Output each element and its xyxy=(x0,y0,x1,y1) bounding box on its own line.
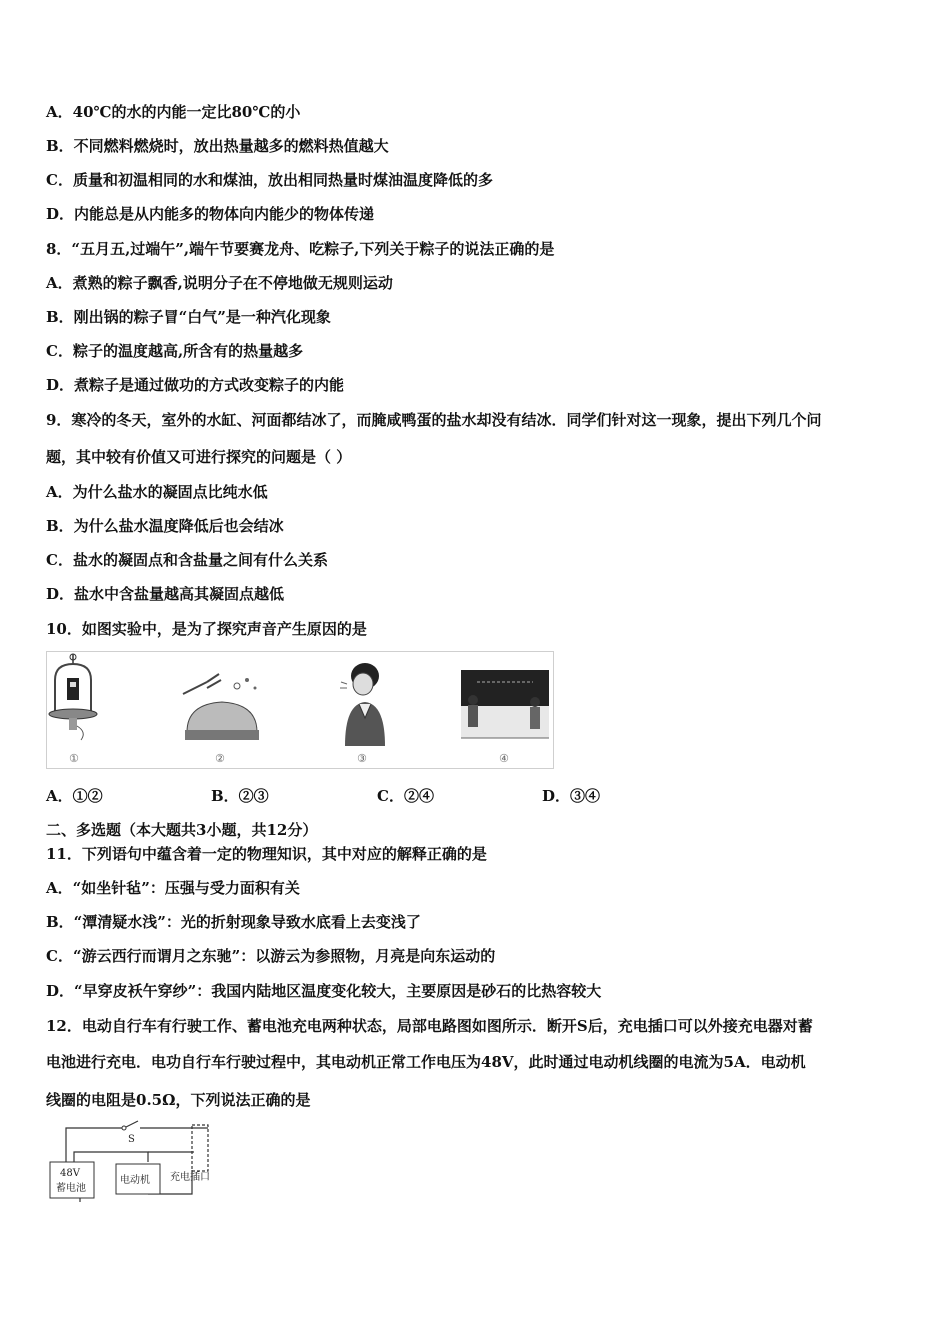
q9-stem-line2: 题，其中较有价值又可进行探究的问题是（ ） xyxy=(46,448,352,466)
classroom-figure xyxy=(461,670,549,738)
q12-stem-line2: 电池进行充电．电功自行车行驶过程中，其电动机正常工作电压为48V，此时通过电动机线圈的电流为5A．电动机 xyxy=(46,1053,806,1071)
tuning-fork-figure xyxy=(183,674,259,740)
section-heading-multiple-choice: 二、多选题（本大题共3小题，共12分） xyxy=(46,821,318,839)
q10-figure xyxy=(46,651,554,769)
q11-option-c: C．“游云西行而谓月之东驰”：以游云为参照物，月亮是向东运动的 xyxy=(46,947,496,965)
q8-stem: 8．“五月五,过端午”,端午节要赛龙舟、吃粽子,下列关于粽子的说法正确的是 xyxy=(46,240,555,258)
speaking-person-figure xyxy=(340,663,385,746)
q8-option-b: B．刚出锅的粽子冒“白气”是一种汽化现象 xyxy=(46,308,331,326)
q8-option-d: D．煮粽子是通过做功的方式改变粽子的内能 xyxy=(46,376,345,394)
figure-caption-3: ③ xyxy=(357,752,367,765)
q11-stem: 11．下列语句中蕴含着一定的物理知识，其中对应的解释正确的是 xyxy=(46,845,487,863)
q10-option-a: A．①② xyxy=(46,787,103,805)
q10-option-d: D．③④ xyxy=(542,787,601,805)
figure-caption-1: ① xyxy=(69,752,79,765)
q9-stem-line1: 9．寒冷的冬天，室外的水缸、河面都结冰了，而腌咸鸭蛋的盐水却没有结冰．同学们针对这一现象，提出下列几个问 xyxy=(46,411,822,429)
q9-option-d: D．盐水中含盐量越高其凝固点越低 xyxy=(46,585,285,603)
motor-label: 电动机 xyxy=(120,1175,150,1186)
figure-caption-2: ② xyxy=(215,752,225,765)
q8-option-c: C．粽子的温度越高,所含有的热量越多 xyxy=(46,342,304,360)
q11-option-a: A．“如坐针毡”：压强与受力面积有关 xyxy=(46,879,300,897)
q12-circuit-diagram xyxy=(44,1120,230,1202)
q10-stem: 10．如图实验中，是为了探究声音产生原因的是 xyxy=(46,620,367,638)
q9-option-a: A．为什么盐水的凝固点比纯水低 xyxy=(46,483,268,501)
figure-caption-4: ④ xyxy=(499,752,509,765)
q11-option-d: D．“早穿皮袄午穿纱”：我国内陆地区温度变化较大，主要原因是砂石的比热容较大 xyxy=(46,982,602,1000)
q12-stem-line3: 线圈的电阻是0.5Ω，下列说法正确的是 xyxy=(46,1091,311,1109)
q10-option-b: B．②③ xyxy=(211,787,269,805)
charging-port-label: 充电插口 xyxy=(170,1172,210,1183)
q9-option-c: C．盐水的凝固点和含盐量之间有什么关系 xyxy=(46,551,328,569)
q9-option-b: B．为什么盐水温度降低后也会结冰 xyxy=(46,517,284,535)
q8-option-a: A．煮熟的粽子飘香,说明分子在不停地做无规则运动 xyxy=(46,274,393,292)
q10-option-c: C．②④ xyxy=(377,787,434,805)
switch-label: S xyxy=(128,1134,135,1145)
bell-jar-figure xyxy=(49,654,97,740)
q12-stem-line1: 12．电动自行车有行驶工作、蓄电池充电两种状态，局部电路图如图所示．断开S后，充电插口可以外接充电器对蓄 xyxy=(46,1017,813,1035)
q7-option-a: A．40℃的水的内能一定比80℃的小 xyxy=(46,103,301,121)
q7-option-d: D．内能总是从内能多的物体向内能少的物体传递 xyxy=(46,205,375,223)
battery-voltage: 48V xyxy=(60,1168,80,1179)
q7-option-b: B．不同燃料燃烧时，放出热量越多的燃料热值越大 xyxy=(46,137,389,155)
q7-option-c: C．质量和初温相同的水和煤油，放出相同热量时煤油温度降低的多 xyxy=(46,171,493,189)
q11-option-b: B．“潭清疑水浅”：光的折射现象导致水底看上去变浅了 xyxy=(46,913,421,931)
battery-label: 蓄电池 xyxy=(56,1183,86,1194)
